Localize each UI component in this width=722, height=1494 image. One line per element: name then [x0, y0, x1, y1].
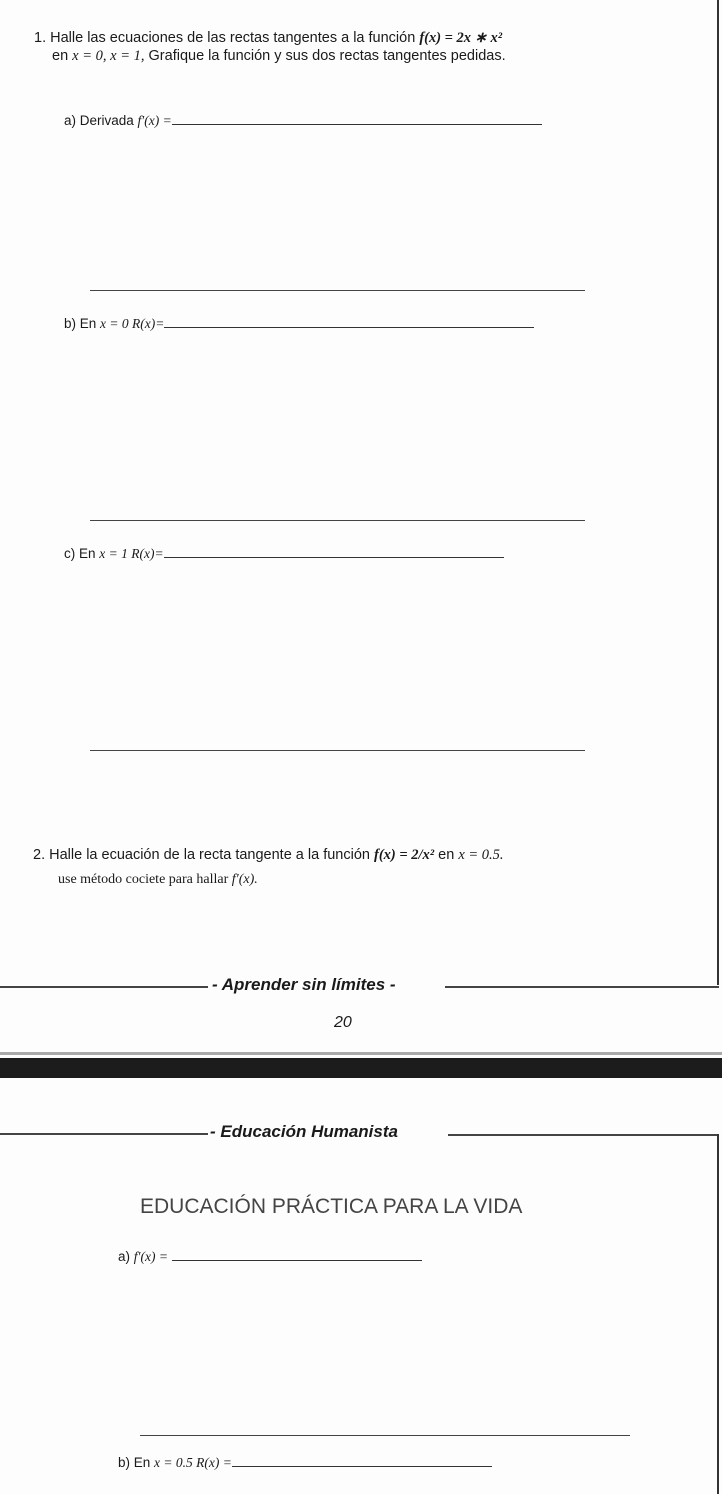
- footer-text: - Aprender sin límites -: [212, 975, 396, 994]
- answer-line: [90, 750, 585, 751]
- answer-line[interactable]: [164, 313, 534, 328]
- answer-line[interactable]: [172, 110, 542, 125]
- answer-line[interactable]: [232, 1452, 492, 1467]
- question-1: 1. Halle las ecuaciones de las rectas tangentes a la función f(x) = 2x ∗ x²: [34, 30, 503, 46]
- answer-line: [90, 520, 585, 521]
- page-border: [717, 1134, 719, 1494]
- part-a: a) Derivada f′(x) =: [64, 110, 542, 129]
- part-a: a) f′(x) =: [118, 1246, 422, 1265]
- answer-line: [90, 290, 585, 291]
- header-rule: [0, 1133, 208, 1135]
- question-2: 2. Halle la ecuación de la recta tangente a la función f(x) = 2/x² en x = 0.5.: [33, 847, 504, 863]
- answer-line[interactable]: [172, 1246, 422, 1261]
- section-title: EDUCACIÓN PRÁCTICA PARA LA VIDA: [140, 1195, 523, 1218]
- question-2-line2: use método cociete para hallar f′(x).: [58, 872, 258, 887]
- footer-rule: [445, 986, 719, 988]
- header-text: - Educación Humanista: [210, 1122, 398, 1141]
- answer-line[interactable]: [164, 543, 504, 558]
- part-b: b) En x = 0.5 R(x) =: [118, 1452, 492, 1471]
- part-c: c) En x = 1 R(x)=: [64, 543, 504, 562]
- answer-line: [140, 1435, 630, 1436]
- part-b: b) En x = 0 R(x)=: [64, 313, 534, 332]
- header-rule: [448, 1134, 719, 1136]
- page-separator: [0, 1058, 722, 1078]
- page-number: 20: [334, 1014, 352, 1031]
- question-1-line2: en x = 0, x = 1, Grafique la función y sus dos rectas tangentes pedidas.: [52, 48, 506, 64]
- page-separator: [0, 1052, 722, 1055]
- page-border: [717, 0, 719, 985]
- footer-rule: [0, 986, 208, 988]
